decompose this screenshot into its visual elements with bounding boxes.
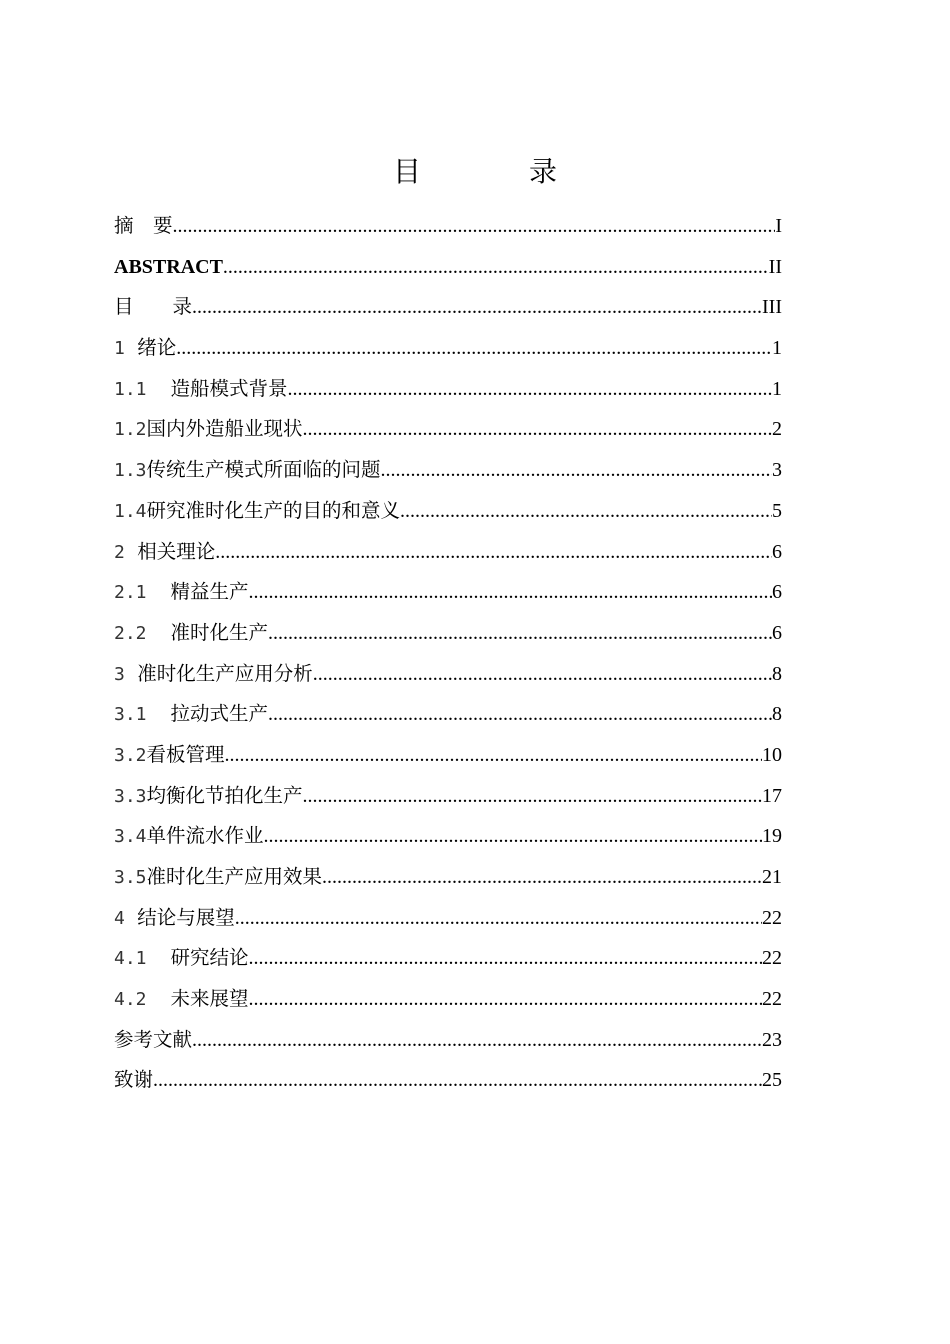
toc-entry-label: [114, 1020, 192, 1060]
toc-entry-page: 3: [772, 459, 782, 482]
toc-entry-label: [114, 247, 223, 287]
toc-entry-label: [114, 816, 264, 857]
toc-entry[interactable]: [114, 328, 782, 369]
toc-entry-label: [114, 735, 225, 776]
toc-entry-label: [114, 694, 268, 735]
toc-entry-text: ABSTRACT: [114, 255, 223, 278]
dot-leader: [235, 898, 762, 938]
dot-leader: [288, 369, 772, 409]
toc-entry-number: 1.2: [114, 419, 147, 441]
toc-entry[interactable]: [114, 776, 782, 817]
dot-leader: [192, 1020, 762, 1060]
toc-entry-page: 22: [762, 988, 782, 1011]
toc-entry-text: 准时化生产应用分析: [137, 661, 313, 685]
toc-entry[interactable]: [114, 287, 782, 328]
toc-entry-page: III: [762, 296, 782, 319]
toc-entry[interactable]: [114, 409, 782, 450]
toc-entry-page: 8: [772, 662, 782, 685]
toc-entry[interactable]: [114, 979, 782, 1020]
dot-leader: [303, 776, 762, 816]
toc-entry[interactable]: [114, 654, 782, 695]
toc-entry-label: [114, 654, 313, 695]
toc-entry-page: 5: [772, 499, 782, 522]
dot-leader: [264, 816, 762, 856]
dot-leader: [268, 694, 772, 734]
dot-leader: [215, 532, 772, 572]
toc-entry-label: [114, 776, 303, 817]
dot-leader: [249, 572, 772, 612]
toc-entry[interactable]: [114, 898, 782, 939]
toc-entry[interactable]: [114, 206, 782, 247]
toc-entry-number: 1: [114, 338, 125, 360]
toc-entry[interactable]: [114, 938, 782, 979]
toc-entry-number: 3.2: [114, 744, 147, 766]
toc-entry-text: 绪论: [137, 336, 177, 360]
toc-entry-number: 1.4: [114, 500, 147, 522]
dot-leader: [173, 206, 776, 246]
table-of-contents: [114, 206, 782, 1101]
toc-entry[interactable]: [114, 369, 782, 410]
toc-entry-label: [114, 898, 235, 939]
toc-entry-number: 3: [114, 663, 125, 685]
toc-entry-text: 均衡化节拍化生产: [146, 783, 303, 807]
toc-entry[interactable]: [114, 816, 782, 857]
toc-entry-page: 17: [762, 784, 782, 807]
toc-entry-page: 6: [772, 621, 782, 644]
dot-leader: [223, 247, 769, 287]
toc-entry-number: 3.1: [114, 704, 147, 726]
toc-entry-page: 6: [772, 540, 782, 563]
dot-leader: [249, 979, 762, 1019]
toc-entry-text: 国内外造船业现状: [146, 417, 303, 441]
toc-entry-page: I: [775, 215, 782, 237]
dot-leader: [313, 654, 772, 694]
toc-entry[interactable]: [114, 735, 782, 776]
toc-entry-text: 准时化生产: [170, 620, 269, 644]
toc-entry-label: [114, 1060, 153, 1100]
toc-entry[interactable]: [114, 1020, 782, 1061]
toc-entry-text: 单件流水作业: [146, 824, 264, 848]
toc-entry-label: [114, 613, 268, 654]
toc-entry-label: [114, 409, 303, 450]
dot-leader: [153, 1060, 762, 1100]
dot-leader: [176, 328, 772, 368]
toc-entry-number: 4.1: [114, 948, 147, 970]
dot-leader: [381, 450, 772, 490]
toc-entry-text: 准时化生产应用效果: [146, 865, 323, 888]
toc-entry-text: 研究准时化生产的目的和意义: [146, 498, 401, 522]
toc-entry[interactable]: [114, 247, 782, 288]
toc-entry-label: [114, 572, 249, 613]
toc-entry-number: 1.1: [114, 378, 147, 400]
toc-entry-text: 看板管理: [146, 742, 225, 766]
toc-entry[interactable]: [114, 613, 782, 654]
toc-entry-number: 4.2: [114, 989, 147, 1011]
toc-entry-page: 23: [762, 1028, 782, 1051]
toc-entry-number: 3.3: [114, 785, 147, 807]
toc-entry-page: 1: [772, 377, 782, 400]
toc-entry-page: 1: [772, 337, 782, 360]
toc-entry[interactable]: [114, 450, 782, 491]
toc-entry-text: 致谢: [114, 1068, 154, 1092]
toc-entry[interactable]: [114, 694, 782, 735]
toc-entry-text: 精益生产: [170, 580, 249, 604]
toc-entry[interactable]: [114, 491, 782, 532]
toc-entry-text: 相关理论: [137, 539, 216, 563]
toc-entry[interactable]: [114, 1060, 782, 1101]
toc-entry-label: [114, 938, 249, 979]
toc-entry-number: 4: [114, 907, 125, 929]
toc-entry-number: 3.4: [114, 826, 147, 848]
toc-entry-page: 8: [772, 703, 782, 726]
toc-entry-number: 2.1: [114, 582, 147, 604]
toc-entry-text: 拉动式生产: [170, 702, 269, 726]
dot-leader: [249, 938, 762, 978]
toc-entry-label: [114, 369, 288, 410]
toc-entry-page: 21: [762, 866, 782, 888]
dot-leader: [400, 491, 772, 531]
toc-entry[interactable]: [114, 572, 782, 613]
toc-entry-page: 2: [772, 418, 782, 441]
toc-entry-text: 摘 要: [114, 214, 173, 237]
toc-entry-label: [114, 450, 381, 491]
toc-entry-page: II: [768, 255, 782, 278]
toc-entry-label: [114, 206, 173, 246]
toc-entry-label: [114, 328, 176, 369]
toc-entry-label: [114, 287, 192, 327]
dot-leader: [192, 287, 762, 327]
toc-entry-number: 3.5: [114, 867, 147, 888]
toc-entry-label: [114, 979, 249, 1020]
toc-entry-page: 19: [762, 825, 782, 848]
toc-entry-label: [114, 491, 400, 532]
toc-entry-text: 传统生产模式所面临的问题: [146, 458, 381, 482]
toc-entry-text: 未来展望: [170, 987, 249, 1011]
toc-entry[interactable]: [114, 532, 782, 573]
toc-entry-page: 22: [762, 906, 782, 929]
toc-entry-label: [114, 857, 322, 898]
toc-entry-page: 25: [762, 1069, 782, 1092]
page-title: 目 录: [392, 155, 597, 188]
toc-entry[interactable]: [114, 857, 782, 898]
toc-entry-page: 10: [762, 743, 782, 766]
toc-entry-text: 目 录: [114, 295, 193, 319]
toc-entry-label: [114, 532, 215, 573]
toc-entry-page: 22: [762, 947, 782, 970]
dot-leader: [322, 857, 762, 897]
dot-leader: [225, 735, 762, 775]
dot-leader: [268, 613, 772, 653]
toc-entry-number: 2.2: [114, 622, 147, 644]
toc-entry-number: 1.3: [114, 460, 147, 482]
toc-entry-text: 结论与展望: [137, 905, 235, 929]
toc-entry-number: 2: [114, 541, 125, 563]
dot-leader: [303, 409, 772, 449]
toc-entry-page: 6: [772, 581, 782, 604]
toc-entry-text: 研究结论: [170, 946, 249, 970]
toc-entry-text: 参考文献: [114, 1027, 193, 1051]
toc-entry-text: 造船模式背景: [170, 376, 288, 400]
